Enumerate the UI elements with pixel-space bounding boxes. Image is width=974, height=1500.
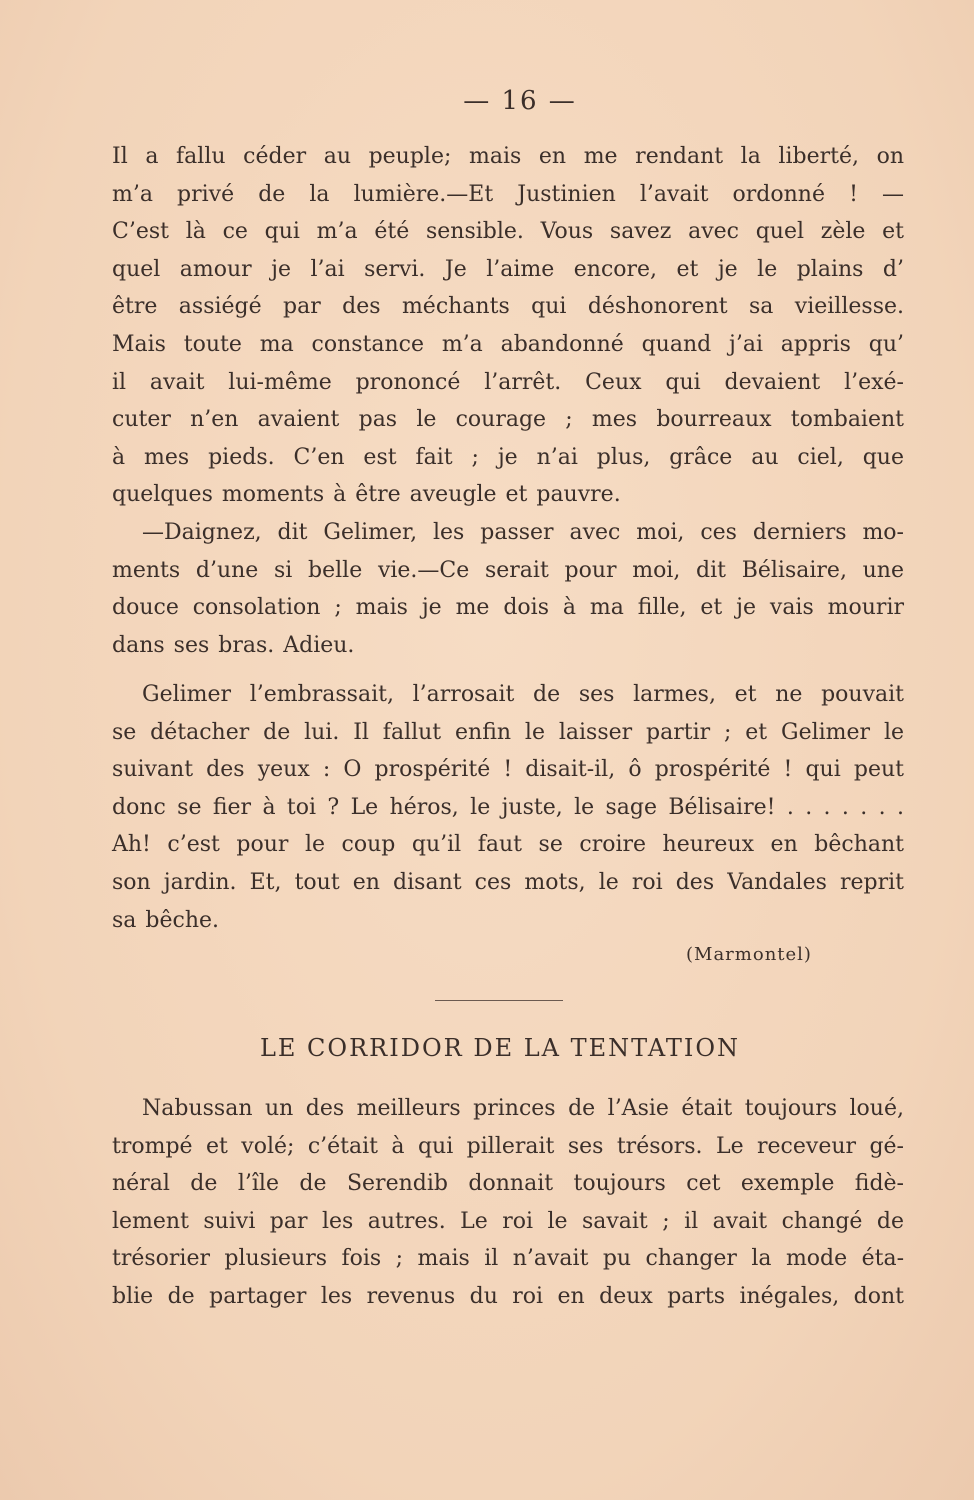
text-line: C’est là ce qui m’a été sensible. Vous savez avec quel zèle et [112, 219, 904, 245]
text-line: quelques moments à être aveugle et pauvre. [112, 482, 621, 508]
text-line: son jardin. Et, tout en disant ces mots, le roi des Vandales reprit [112, 869, 904, 895]
text-line: donc se fier à toi ? Le héros, le juste, le sage Bélisaire! . . . . . . . [112, 794, 904, 820]
text-line: Il a fallu céder au peuple; mais en me rendant la liberté, on [112, 144, 904, 169]
text-line: —Daignez, dit Gelimer, les passer avec moi, ces derniers mo- [142, 519, 904, 545]
text-line: Nabussan un des meilleurs princes de l’Asie était toujours loué, [142, 1096, 904, 1121]
paragraph-1 [112, 138, 904, 664]
text-line: m’a privé de la lumière.—Et Justinien l’avait ordonné ! — [112, 181, 904, 207]
text-line: trésorier plusieurs fois ; mais il n’avait pu changer la mode éta- [112, 1246, 904, 1272]
paragraph-2 [112, 676, 904, 939]
text-line: cuter n’en avaient pas le courage ; mes bourreaux tombaient [112, 407, 904, 433]
attribution: (Marmontel) [686, 944, 812, 965]
text-line: Mais toute ma constance m’a abandonné quand j’ai appris qu’ [112, 331, 904, 357]
section-heading: LE CORRIDOR DE LA TENTATION [259, 1034, 741, 1062]
text-line: dans ses bras. Adieu. [112, 632, 355, 658]
text-line: à mes pieds. C’en est fait ; je n’ai plus, grâce au ciel, que [112, 444, 904, 470]
section-divider [435, 1000, 563, 1001]
text-line: douce consolation ; mais je me dois à ma fille, et je vais mourir [112, 595, 904, 621]
text-line: quel amour je l’ai servi. Je l’aime encore, et je le plains d’ [112, 256, 904, 282]
text-line: sa bêche. [112, 907, 220, 933]
text-line: blie de partager les revenus du roi en deux parts inégales, dont [112, 1283, 904, 1309]
text-line: suivant des yeux : O prospérité ! disait-il, ô prospérité ! qui peut [112, 757, 904, 783]
text-line: ments d’une si belle vie.—Ce serait pour moi, dit Bélisaire, une [112, 557, 904, 583]
text-line: il avait lui-même prononcé l’arrêt. Ceux qui devaient l’exé- [112, 369, 904, 395]
text-line: se détacher de lui. Il fallut enfin le laisser partir ; et Gelimer le [112, 719, 904, 745]
text-line: lement suivi par les autres. Le roi le savait ; il avait changé de [112, 1208, 904, 1234]
page-number: — 16 — [463, 86, 577, 116]
paragraph-3 [112, 1090, 904, 1316]
text-line: trompé et volé; c’était à qui pillerait ses trésors. Le receveur gé- [112, 1133, 904, 1159]
text-line: Gelimer l’embrassait, l’arrosait de ses larmes, et ne pouvait [142, 682, 904, 707]
text-line: néral de l’île de Serendib donnait toujours cet exemple fidè- [112, 1171, 904, 1197]
text-line: être assiégé par des méchants qui déshonorent sa vieillesse. [112, 294, 904, 320]
text-line: Ah! c’est pour le coup qu’il faut se croire heureux en bêchant [112, 832, 904, 858]
